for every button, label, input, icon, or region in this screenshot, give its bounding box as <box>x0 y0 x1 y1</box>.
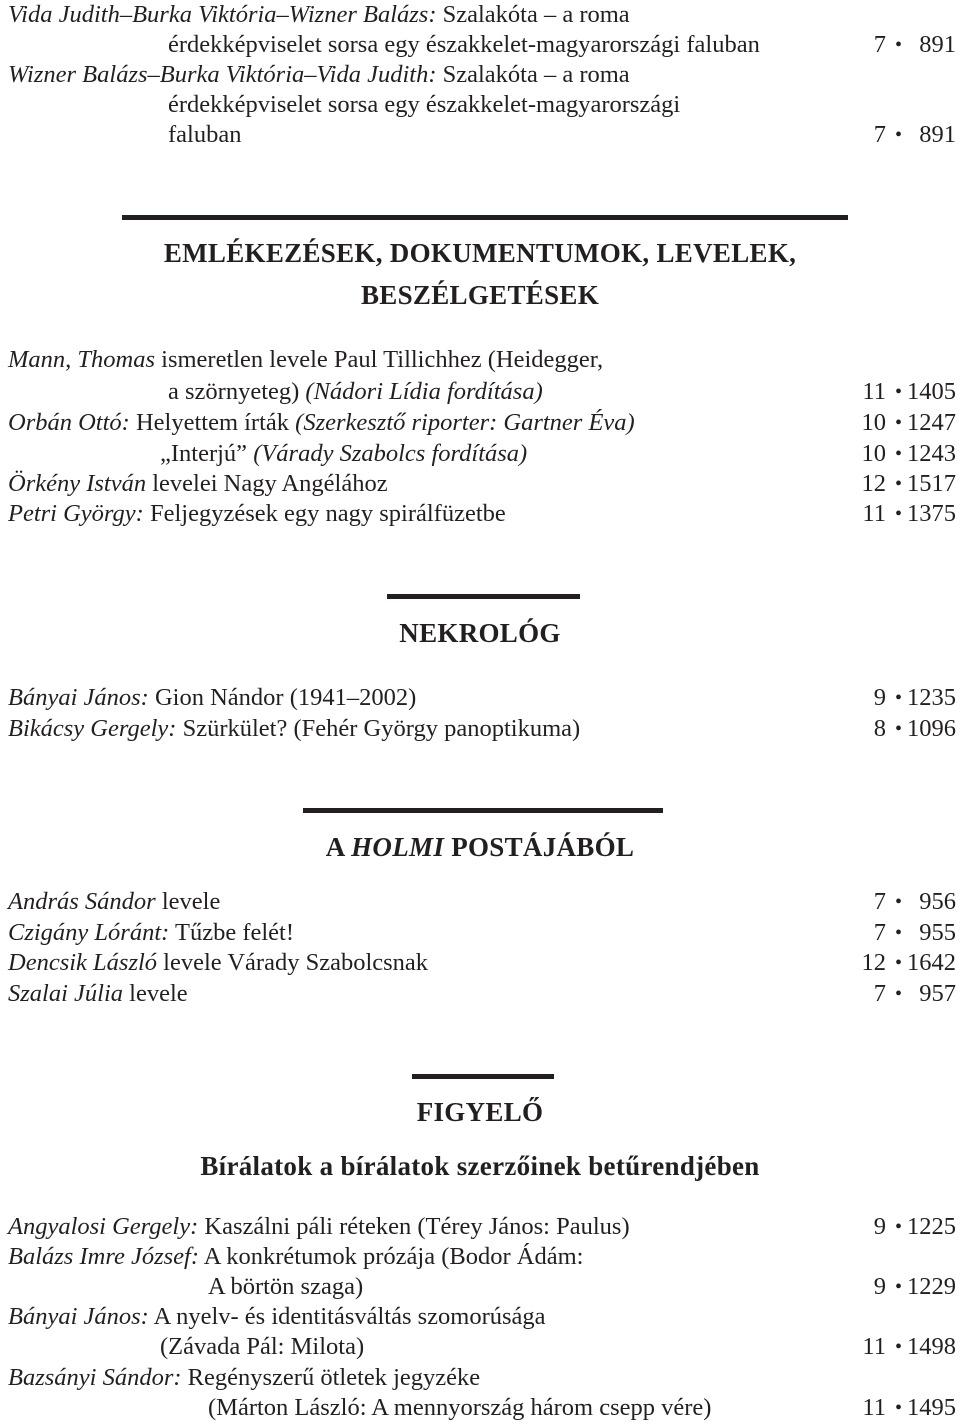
bullet: • <box>894 922 902 944</box>
bullet: • <box>894 952 902 974</box>
page-number: 1225 <box>907 1213 956 1240</box>
toc-entry <box>8 60 956 90</box>
page-number: 1229 <box>907 1273 956 1300</box>
entry-title: Regényszerű ötletek jegyzéke <box>187 1364 481 1391</box>
section-rule <box>412 1074 554 1079</box>
toc-entry-continuation <box>8 1393 956 1423</box>
entry-title: levele <box>161 888 221 915</box>
heading-part: POSTÁJÁBÓL <box>444 832 635 862</box>
entry-title: ismeretlen levele Paul Tillichhez (Heidegger, <box>161 346 604 373</box>
page-number: 955 <box>919 919 956 946</box>
heading-part: A <box>325 832 352 862</box>
section-heading: EMLÉKEZÉSEK, DOKUMENTUMOK, LEVELEK, <box>163 238 797 268</box>
entry-title: A nyelv- és identitásváltás szomorúsága <box>153 1303 546 1330</box>
entry-title: levele <box>129 980 188 1007</box>
bullet: • <box>894 412 902 434</box>
page-number: 1375 <box>907 500 956 527</box>
author: Bányai János: <box>8 684 149 711</box>
section-heading: FIGYELŐ <box>416 1097 544 1127</box>
issue-number: 11 <box>862 500 886 527</box>
author: Petri György: <box>8 500 144 527</box>
entry-title: A konkrétumok prózája (Bodor Ádám: <box>203 1243 584 1270</box>
page-number: 1498 <box>907 1333 956 1360</box>
page-number: 957 <box>919 980 956 1007</box>
toc-entry-continuation <box>8 1272 956 1302</box>
issue-number: 10 <box>861 440 886 467</box>
toc-entry-continuation <box>8 30 956 60</box>
entry-title: Feljegyzések egy nagy spirálfüzetbe <box>149 500 506 527</box>
entry-note: (Várady Szabolcs fordítása) <box>253 440 528 467</box>
toc-entry <box>8 1363 956 1393</box>
author: Balázs Imre József: <box>8 1243 199 1270</box>
entry-title: érdekképviselet sorsa egy északkelet-magyarországi <box>168 91 681 118</box>
issue-number: 7 <box>873 888 886 915</box>
author: Bazsányi Sándor: <box>8 1364 182 1391</box>
section-heading: NEKROLÓG <box>399 618 561 648</box>
bullet: • <box>894 1397 902 1419</box>
toc-entry <box>8 887 956 917</box>
entry-title: Helyettem írták <box>135 409 290 436</box>
entry-title: Gion Nándor (1941–2002) <box>154 684 417 711</box>
author: Bikácsy Gergely: <box>8 715 177 742</box>
entry-title: „Interjú” <box>160 440 248 467</box>
issue-number: 11 <box>862 378 886 405</box>
toc-entry-continuation <box>8 90 956 120</box>
section-heading <box>0 826 960 868</box>
toc-entry <box>8 918 956 948</box>
entry-title: Szalakóta – a roma <box>442 1 630 28</box>
entry-title: Szalakóta – a roma <box>442 61 630 88</box>
issue-number: 8 <box>873 715 886 742</box>
bullet: • <box>894 1216 902 1238</box>
author: Czigány Lóránt: <box>8 919 170 946</box>
page-number: 891 <box>919 31 956 58</box>
bullet: • <box>894 124 902 146</box>
toc-entry <box>8 1242 956 1272</box>
section-rule <box>303 808 663 813</box>
toc-entry <box>8 1212 956 1242</box>
entry-title: (Závada Pál: Milota) <box>160 1333 365 1360</box>
bullet: • <box>894 503 902 525</box>
page-number: 1247 <box>907 409 956 436</box>
section-rule <box>122 215 848 220</box>
bullet: • <box>894 1276 902 1298</box>
author: Mann, Thomas <box>8 346 156 373</box>
issue-number: 12 <box>861 949 886 976</box>
bullet: • <box>894 381 902 403</box>
entry-title: faluban <box>168 121 242 148</box>
issue-number: 11 <box>862 1333 886 1360</box>
bullet: • <box>894 983 902 1005</box>
issue-number: 12 <box>861 470 886 497</box>
page-number: 956 <box>919 888 956 915</box>
section-subheading: Bírálatok a bírálatok szerzőinek betűrendjében <box>200 1151 760 1181</box>
author: Dencsik László <box>8 949 158 976</box>
entry-title: (Márton László: A mennyország három csepp vére) <box>208 1394 712 1421</box>
page-number: 1517 <box>907 470 956 497</box>
author: Bányai János: <box>8 1303 149 1330</box>
bullet: • <box>894 34 902 56</box>
author: András Sándor <box>8 888 156 915</box>
heading-part-italic: HOLMI <box>351 832 445 862</box>
page-number: 1096 <box>907 715 956 742</box>
toc-entry <box>8 0 956 30</box>
toc-entry <box>8 979 956 1009</box>
issue-number: 7 <box>873 980 886 1007</box>
page-number: 1243 <box>907 440 956 467</box>
section-rule <box>387 594 580 599</box>
author: Örkény István <box>8 470 147 497</box>
toc-entry <box>8 408 956 438</box>
toc-entry <box>8 345 956 375</box>
toc-entry <box>8 948 956 978</box>
page-number: 1495 <box>907 1394 956 1421</box>
issue-number: 9 <box>873 684 886 711</box>
issue-number: 9 <box>873 1213 886 1240</box>
issue-number: 10 <box>861 409 886 436</box>
toc-entry-continuation <box>8 377 956 407</box>
entry-title: Kaszálni páli réteken (Térey János: Paulus) <box>204 1213 630 1240</box>
issue-number: 7 <box>873 919 886 946</box>
author: Wizner Balázs–Burka Viktória–Vida Judith: <box>8 61 437 88</box>
entry-note: (Nádori Lídia fordítása) <box>305 378 543 405</box>
bullet: • <box>894 718 902 740</box>
bullet: • <box>894 1336 902 1358</box>
entry-title: Szürkület? (Fehér György panoptikuma) <box>182 715 581 742</box>
toc-entry <box>8 469 956 499</box>
entry-title: a szörnyeteg) <box>168 378 300 405</box>
entry-title: levele Várady Szabolcsnak <box>163 949 429 976</box>
issue-number: 7 <box>873 121 886 148</box>
issue-number: 11 <box>862 1394 886 1421</box>
bullet: • <box>894 891 902 913</box>
author: Szalai Júlia <box>8 980 124 1007</box>
bullet: • <box>894 473 902 495</box>
page-number: 891 <box>919 121 956 148</box>
entry-title: érdekképviselet sorsa egy északkelet-magyarországi faluban <box>168 31 760 58</box>
toc-entry <box>8 439 956 469</box>
bullet: • <box>894 687 902 709</box>
entry-title: levelei Nagy Angélához <box>152 470 388 497</box>
toc-entry <box>8 714 956 744</box>
author: Angyalosi Gergely: <box>8 1213 199 1240</box>
issue-number: 9 <box>873 1273 886 1300</box>
page-number: 1642 <box>907 949 956 976</box>
toc-entry <box>8 499 956 529</box>
page-number: 1235 <box>907 684 956 711</box>
entry-title: A börtön szaga) <box>208 1273 364 1300</box>
author: Orbán Ottó: <box>8 409 130 436</box>
toc-entry-continuation <box>8 1332 956 1362</box>
section-heading: BESZÉLGETÉSEK <box>360 280 599 310</box>
toc-entry <box>8 1302 956 1332</box>
entry-note: (Szerkesztő riporter: Gartner Éva) <box>295 409 635 436</box>
entry-title: Tűzbe felét! <box>175 919 295 946</box>
toc-entry <box>8 683 956 713</box>
bullet: • <box>894 443 902 465</box>
page-number: 1405 <box>907 378 956 405</box>
issue-number: 7 <box>873 31 886 58</box>
toc-entry-continuation <box>8 120 956 150</box>
author: Vida Judith–Burka Viktória–Wizner Balázs: <box>8 1 437 28</box>
